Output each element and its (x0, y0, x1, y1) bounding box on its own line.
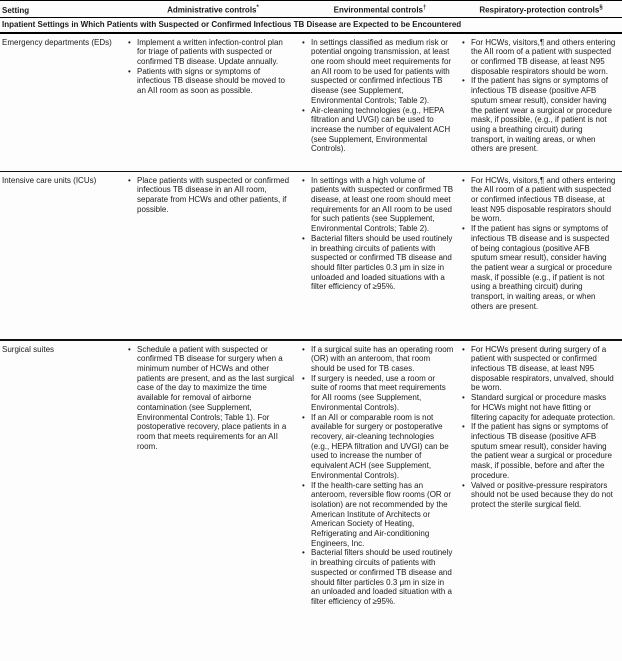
bullet-item: • Patients with signs or symptoms of infectious TB disease should be moved to an AII room as soon as possible. (128, 67, 294, 96)
column-header-administrative-controls (126, 3, 300, 16)
table-row-intensive-care-units (0, 172, 622, 341)
bullet-item: • Standard surgical or procedure masks for HCWs might not have fitting or filtering capacity for adequate protection. (462, 393, 616, 422)
respiratory-controls-list (460, 345, 622, 657)
bullet-item: • Air-cleaning technologies (e.g., HEPA filtration and UVGI) can be used to increase the number of equivalent ACH (see Supplement, Environmental Controls). (302, 106, 454, 155)
bullet-item: • If the patient has signs or symptoms of infectious TB disease (positive AFB sputum smear result), consider having the patient wear a surgical or procedure mask, if possible, (e.g., if patient is not using a breathing circuit) during transport, in waiting areas, or when others are present. (462, 76, 616, 154)
table-row-emergency-departments (0, 34, 622, 172)
bullet-item: • Valved or positive-pressure respirators should not be used because they do not protect the sterile surgical field. (462, 481, 616, 510)
bullet-item: • Bacterial filters should be used routinely in breathing circuits of patients with suspected or confirmed TB disease and should filter particles 0.3 μm in size in an unloaded and loaded situation with a filter efficiency of ≥95%. (302, 548, 454, 606)
administrative-controls-list (126, 38, 300, 167)
environmental-controls-list (300, 345, 460, 657)
bullet-item: • If the patient has signs or symptoms of infectious TB disease (positive AFB sputum smear result), consider having the patient wear a surgical or procedure mask, if possible, before and after the procedure. (462, 422, 616, 480)
table-section-header: Inpatient Settings in Which Patients with Suspected or Confirmed Infectious TB Disease are Expected to be Encountered (0, 18, 622, 34)
column-header-setting (0, 6, 126, 16)
administrative-controls-list (126, 345, 300, 657)
administrative-controls-list (126, 176, 300, 335)
bullet-item: • If the patient has signs or symptoms of infectious TB disease and is suspected of being contagious (positive AFB sputum smear result), consider having the patient wear a surgical or procedure mask, if possible (e.g., if patient is not using a breathing circuit) during transport, in waiting areas, or when others are present. (462, 224, 616, 311)
respiratory-controls-list (460, 176, 622, 335)
setting-label: Surgical suites (2, 344, 55, 354)
bullet-item: • For HCWs present during surgery of a patient with suspected or confirmed infectious TB disease, at least N95 disposable respirators, unvalved, should be worn. (462, 345, 616, 394)
respiratory-controls-list (460, 38, 622, 167)
bullet-item: • If surgery is needed, use a room or suite of rooms that meet requirements for AII rooms (see Supplement, Environmental Controls). (302, 374, 454, 413)
bullet-item: • If the health-care setting has an anteroom, reversible flow rooms (OR or isolation) are not recommended by the American Institute of Architects or American Society of Heating, Refrigerating and Air-conditioning Engineers, Inc. (302, 481, 454, 549)
bullet-item: • For HCWs, visitors,¶ and others entering the AII room of a patient with suspected or confirmed infectious TB disease, at least N95 disposable respirators should be worn. (462, 176, 616, 225)
column-header-label: Setting (2, 5, 30, 15)
bullet-item: • Bacterial filters should be used routinely in breathing circuits of patients with suspected or confirmed TB disease and should filter particles 0.3 μm in size in unloaded and loaded situations with a filter efficiency of ≥95%. (302, 234, 454, 292)
setting-label: Intensive care units (ICUs) (2, 175, 97, 185)
bullet-item: • If an AII or comparable room is not available for surgery or postoperative recovery, air-cleaning technologies (e.g., HEPA filtration and UVGI) can be used to increase the number of equivalent ACH (see Supplement, Environmental Controls). (302, 413, 454, 481)
table-row-surgical-suites (0, 341, 622, 661)
column-header-respiratory-protection-controls (460, 3, 622, 16)
bullet-item: • Schedule a patient with suspected or confirmed TB disease for surgery when a minimum number of HCWs and other patients are present, and as the last surgical case of the day to maximize the time available for removal of airborne contamination (see Supplement, Environmental Controls; Table 1). For postoperative recovery, place patients in a room that meets requirements for an AII room. (128, 345, 294, 452)
bullet-item: • Place patients with suspected or confirmed infectious TB disease in an AII room, separate from HCWs and other patients, if possible. (128, 176, 294, 215)
bullet-item: • Implement a written infection-control plan for triage of patients with suspected or confirmed TB disease. Update annually. (128, 38, 294, 67)
environmental-controls-list (300, 176, 460, 335)
bullet-item: • In settings classified as medium risk or potential ongoing transmission, at least one room should meet requirements for an AII room to be used for patients with suspected or confirmed infectious TB disease (see Supplement, Environmental Controls; Table 2). (302, 38, 454, 106)
setting-label: Emergency departments (EDs) (2, 37, 112, 47)
column-header-environmental-controls (300, 3, 460, 16)
column-header-label: Respiratory-protection controls (479, 5, 600, 15)
environmental-controls-list (300, 38, 460, 167)
bullet-item: • For HCWs, visitors,¶ and others entering the AII room of a patient with suspected or confirmed TB disease, at least N95 disposable respirators should be worn. (462, 38, 616, 77)
footnote-marker-asterisk: * (256, 5, 259, 11)
column-header-label: Environmental controls (333, 5, 423, 15)
bullet-item: • In settings with a high volume of patients with suspected or confirmed TB disease, at least one room should meet requirements for an AII room to be used for such patients (see Supplement, Environmental Controls; Table 2). (302, 176, 454, 234)
footnote-marker-section: § (599, 5, 603, 11)
footnote-marker-dagger: † (423, 5, 427, 11)
column-header-label: Administrative controls (167, 5, 257, 15)
bullet-item: • If a surgical suite has an operating room (OR) with an anteroom, that room should be used for TB cases. (302, 345, 454, 374)
table-header-row (0, 1, 622, 18)
